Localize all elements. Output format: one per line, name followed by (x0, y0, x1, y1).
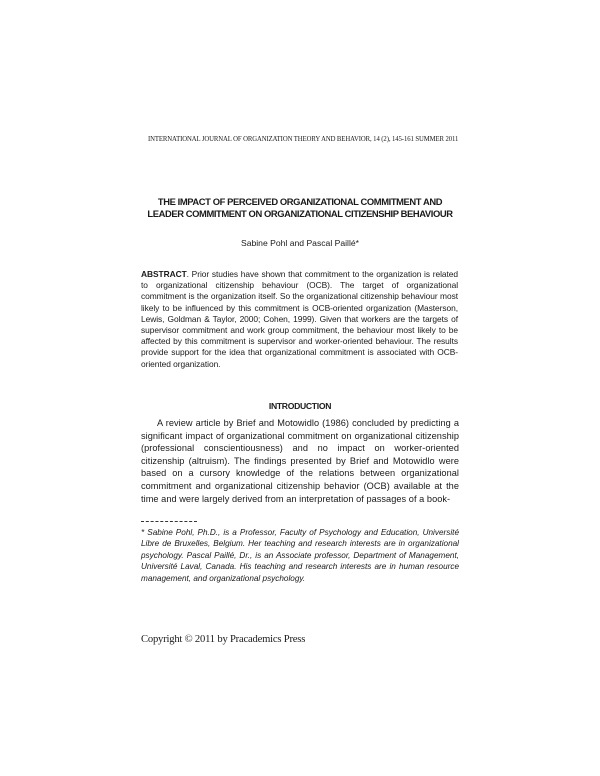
copyright-notice: Copyright © 2011 by Pracademics Press (141, 634, 306, 645)
article-authors: Sabine Pohl and Pascal Paillé* (240, 238, 359, 248)
abstract-text: . Prior studies have shown that commitment to the organization is related to organizational citizenship behaviour (OCB). The target of organizational commitment is the organization itself. So the organizational citizenship behaviour most likely to be influenced by this commitment is OCB-oriented organization (Masterson, Lewis, Goldman & Taylor, 2000; Cohen, 1999). Given that workers are the targets of supervisor commitment and work group commitment, the behaviour most likely to be affected by this commitment is supervisor and worker-oriented behaviour. The results provide support for the idea that organizational commitment is associated with OCB-oriented organization. (141, 269, 458, 369)
introduction-paragraph: A review article by Brief and Motowidlo (1986) concluded by predicting a significant impact of organizational commitment on organizational citizenship (professional conscientiousness) and no impact on worker-oriented citizenship (altruism). The findings presented by Brief and Motowidlo were based on a cursory knowledge of the relations between organizational commitment and organizational citizenship behavior (OCB) available at the time and were largely derived from an interpretation of passages of a book- (141, 418, 459, 504)
running-header: INTERNATIONAL JOURNAL OF ORGANIZATION THEORY AND BEHAVIOR, 14 (2), 145-161 SUMMER 2011 (148, 134, 459, 143)
author-footnote: * Sabine Pohl, Ph.D., is a Professor, Faculty of Psychology and Education, Université Libre de Bruxelles, Belgium. Her teaching and research interests are in organizational psychology. Pascal Paillé, Dr., is an Associate professor, Department of Management, Université Laval, Canada. His teaching and research interests are in human resource management, and organizational psychology. (141, 528, 459, 583)
abstract (141, 269, 458, 370)
section-heading-introduction: INTRODUCTION (268, 401, 332, 411)
abstract-label: ABSTRACT (141, 269, 187, 279)
article-title: THE IMPACT OF PERCEIVED ORGANIZATIONAL COMMITMENT AND LEADER COMMITMENT ON ORGANIZATIONAL CITIZENSHIP BEHAVIOUR (147, 196, 453, 219)
footnote-separator (141, 521, 197, 522)
